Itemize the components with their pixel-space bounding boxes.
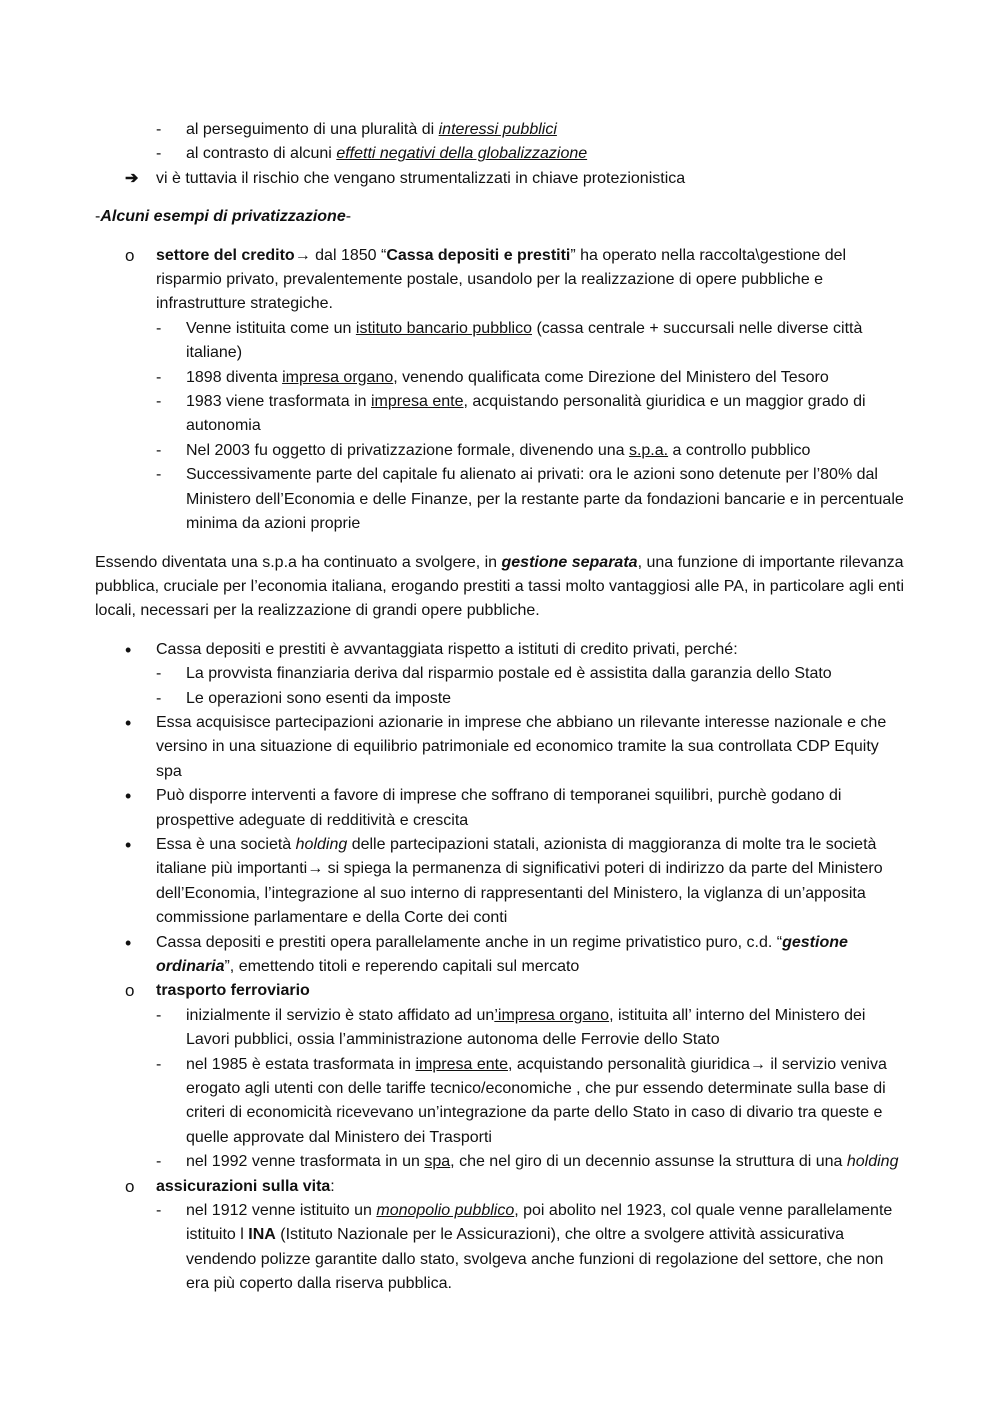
item-text: Le operazioni sono esenti da imposte bbox=[186, 689, 452, 707]
list-item: - nel 1992 venne trasformata in un spa, che nel giro di un decennio assunse la struttura di una holding bbox=[0, 1150, 1000, 1174]
underlined-term: impresa organo bbox=[282, 368, 394, 386]
list-item: - 1983 viene trasformata in impresa ente, acquistando personalità giuridica e un maggior grado di autonomia bbox=[0, 390, 1000, 439]
item-text: Essa acquisisce partecipazioni azionarie in imprese che abbiano un rilevante interesse nazionale e che versino in una situazione di equilibrio patrimoniale ed economico tramite la sua controllata CDP Equity spa bbox=[156, 713, 887, 780]
arrow-icon: ➔ bbox=[125, 169, 139, 187]
underlined-term: istituto bancario pubblico bbox=[355, 319, 532, 337]
section-heading: -Alcuni esempi di privatizzazione- bbox=[95, 208, 352, 226]
dash-marker: - bbox=[156, 1006, 162, 1024]
item-text: Può disporre interventi a favore di imprese che soffrano di temporanei squilibri, purchè godano di prospettive adeguate di redditività e crescita bbox=[156, 787, 842, 829]
circle-marker: o bbox=[125, 1176, 135, 1196]
arrow-item bbox=[0, 167, 1000, 191]
list-item bbox=[0, 662, 1000, 686]
dash-marker: - bbox=[156, 393, 162, 411]
underlined-term: monopolio pubblico bbox=[376, 1202, 515, 1220]
bullet-marker: • bbox=[125, 932, 132, 953]
list-item: - Venne istituita come un istituto bancario pubblico (cassa centrale + succursali nelle diverse città italiane) bbox=[0, 317, 1000, 366]
arrow-icon: → bbox=[749, 1055, 766, 1073]
underlined-term: ’impresa organo bbox=[494, 1006, 610, 1024]
dash-marker: - bbox=[156, 665, 162, 683]
document-body bbox=[0, 118, 1000, 1297]
bullet-marker: • bbox=[125, 639, 132, 660]
underlined-term: effetti negativi della globalizzazione bbox=[336, 145, 588, 163]
list-item: - inizialmente il servizio è stato affidato ad un’impresa organo, istituita all’ interno del Ministero dei Lavori pubblici, ossia l’amministrazione autonoma delle Ferrovie dello Stato bbox=[0, 1004, 1000, 1053]
underlined-term: impresa ente bbox=[415, 1055, 508, 1073]
item-text: al contrasto di alcuni bbox=[186, 145, 337, 163]
list-item bbox=[0, 463, 1000, 536]
item-text: al perseguimento di una pluralità di bbox=[186, 121, 439, 138]
arrow-icon: → bbox=[307, 860, 324, 878]
heading-title: Alcuni esempi di privatizzazione bbox=[100, 208, 346, 226]
underlined-term: spa bbox=[424, 1153, 451, 1171]
dash-marker: - bbox=[156, 466, 162, 484]
underlined-term: impresa ente bbox=[371, 393, 464, 411]
entity-name: INA bbox=[248, 1226, 276, 1244]
list-item: o settore del credito→ dal 1850 “Cassa depositi e prestiti” ha operato nella raccolta\gestione del risparmio privato, prevalentemente postale, usandolo per la realizzazione di opere pubbliche e infrastrutture strategiche. bbox=[125, 245, 847, 313]
list-item: - nel 1985 è estata trasformata in impresa ente, acquistando personalità giuridica→ il servizio veniva erogato agli utenti con delle tariffe tecnico/economiche , che pur essendo determinate sulla base di criteri di economicità ricevevano un’integrazione da parte dello Stato in caso di divario tra queste e quelle approvate dal Ministero dei Trasporti bbox=[0, 1053, 1000, 1151]
bullet-item: • Cassa depositi e prestiti opera parallelamente anche in un regime privatistico puro, c.d. “gestione ordinaria”, emettendo titoli e reperendo capitali sul mercato bbox=[125, 932, 848, 975]
circle-marker: o bbox=[125, 981, 135, 1001]
bullet-marker: • bbox=[125, 834, 132, 855]
list-item: - 1898 diventa impresa organo, venendo qualificata come Direzione del Ministero del Tesoro bbox=[0, 366, 1000, 390]
bullet-item bbox=[0, 711, 1000, 784]
emphasis: holding bbox=[846, 1153, 899, 1171]
item-text: Successivamente parte del capitale fu alienato ai privati: ora le azioni sono detenute per l’80% dal Ministero dell’Economia e delle Finanze, per la restante parte da fondazioni bancarie e in percentuale minima da azioni proprie bbox=[186, 466, 904, 533]
underlined-term: s.p.a. bbox=[628, 441, 669, 459]
item-text: vi è tuttavia il rischio che vengano strumentalizzati in chiave protezionistica bbox=[156, 169, 686, 187]
item-text: Cassa depositi e prestiti è avvantaggiata rispetto a istituti di credito privati, perché: bbox=[156, 640, 738, 658]
bullet-marker: • bbox=[125, 786, 132, 807]
body-paragraph: Essendo diventata una s.p.a ha continuato a svolgere, in gestione separata, una funzione di importante rilevanza pubblica, cruciale per l’economia italiana, erogando prestiti a tassi molto vantaggiosi alle PA, in particolare agli enti locali, necessari per la realizzazione di grandi opere pubbliche. bbox=[95, 553, 905, 620]
list-item bbox=[0, 979, 1000, 1003]
dash-marker: - bbox=[156, 319, 162, 337]
bullet-item: • Essa è una società holding delle partecipazioni statali, azionista di maggioranza di molte tra le società italiane più importanti→ si spiega la permanenza di significativi poteri di indirizzo da parte del Ministero dell’Economia, l’integrazione al suo interno di rappresentanti del Ministero, la viglanza di un’apposita commissione parlamentare e della Corte dei conti bbox=[125, 834, 883, 927]
dash-marker: - bbox=[156, 145, 162, 163]
dash-marker: - bbox=[156, 121, 162, 138]
emphasis: gestione separata bbox=[501, 553, 638, 571]
circle-marker: o bbox=[125, 245, 135, 265]
dash-marker: - bbox=[156, 689, 162, 707]
item-title: trasporto ferroviario bbox=[156, 982, 310, 1000]
dash-marker: - bbox=[156, 1153, 162, 1171]
list-item bbox=[0, 142, 1000, 166]
list-item bbox=[0, 687, 1000, 711]
list-item bbox=[0, 118, 1000, 142]
emphasis: holding bbox=[295, 835, 348, 853]
dash-marker: - bbox=[156, 368, 162, 386]
entity-name: Cassa depositi e prestiti bbox=[386, 246, 571, 264]
dash-marker: - bbox=[156, 441, 162, 459]
item-text: La provvista finanziaria deriva dal risparmio postale ed è assistita dalla garanzia dello Stato bbox=[186, 665, 832, 683]
dash-marker: - bbox=[156, 1202, 162, 1220]
bullet-item bbox=[0, 784, 1000, 833]
list-item: o assicurazioni sulla vita: bbox=[0, 1175, 1000, 1199]
list-item: - nel 1912 venne istituito un monopolio pubblico, poi abolito nel 1923, col quale venne parallelamente istituito l INA (Istituto Nazionale per le Assicurazioni), che oltre a svolgere attività assicurativa vendendo polizze garantite dallo stato, svolgeva anche funzioni di regolazione del settore, che non era più coperto dalla riserva pubblica. bbox=[0, 1199, 1000, 1297]
list-item: - Nel 2003 fu oggetto di privatizzazione formale, divenendo una s.p.a. a controllo pubblico bbox=[0, 439, 1000, 463]
emphasis: gestione ordinaria bbox=[156, 933, 848, 975]
item-title: settore del credito bbox=[156, 246, 295, 264]
item-title: assicurazioni sulla vita bbox=[156, 1177, 331, 1195]
bullet-marker: • bbox=[125, 712, 132, 733]
dash-marker: - bbox=[156, 1055, 162, 1073]
underlined-term: interessi pubblici bbox=[438, 121, 557, 138]
bullet-item bbox=[0, 638, 1000, 662]
arrow-icon: → bbox=[294, 246, 311, 264]
